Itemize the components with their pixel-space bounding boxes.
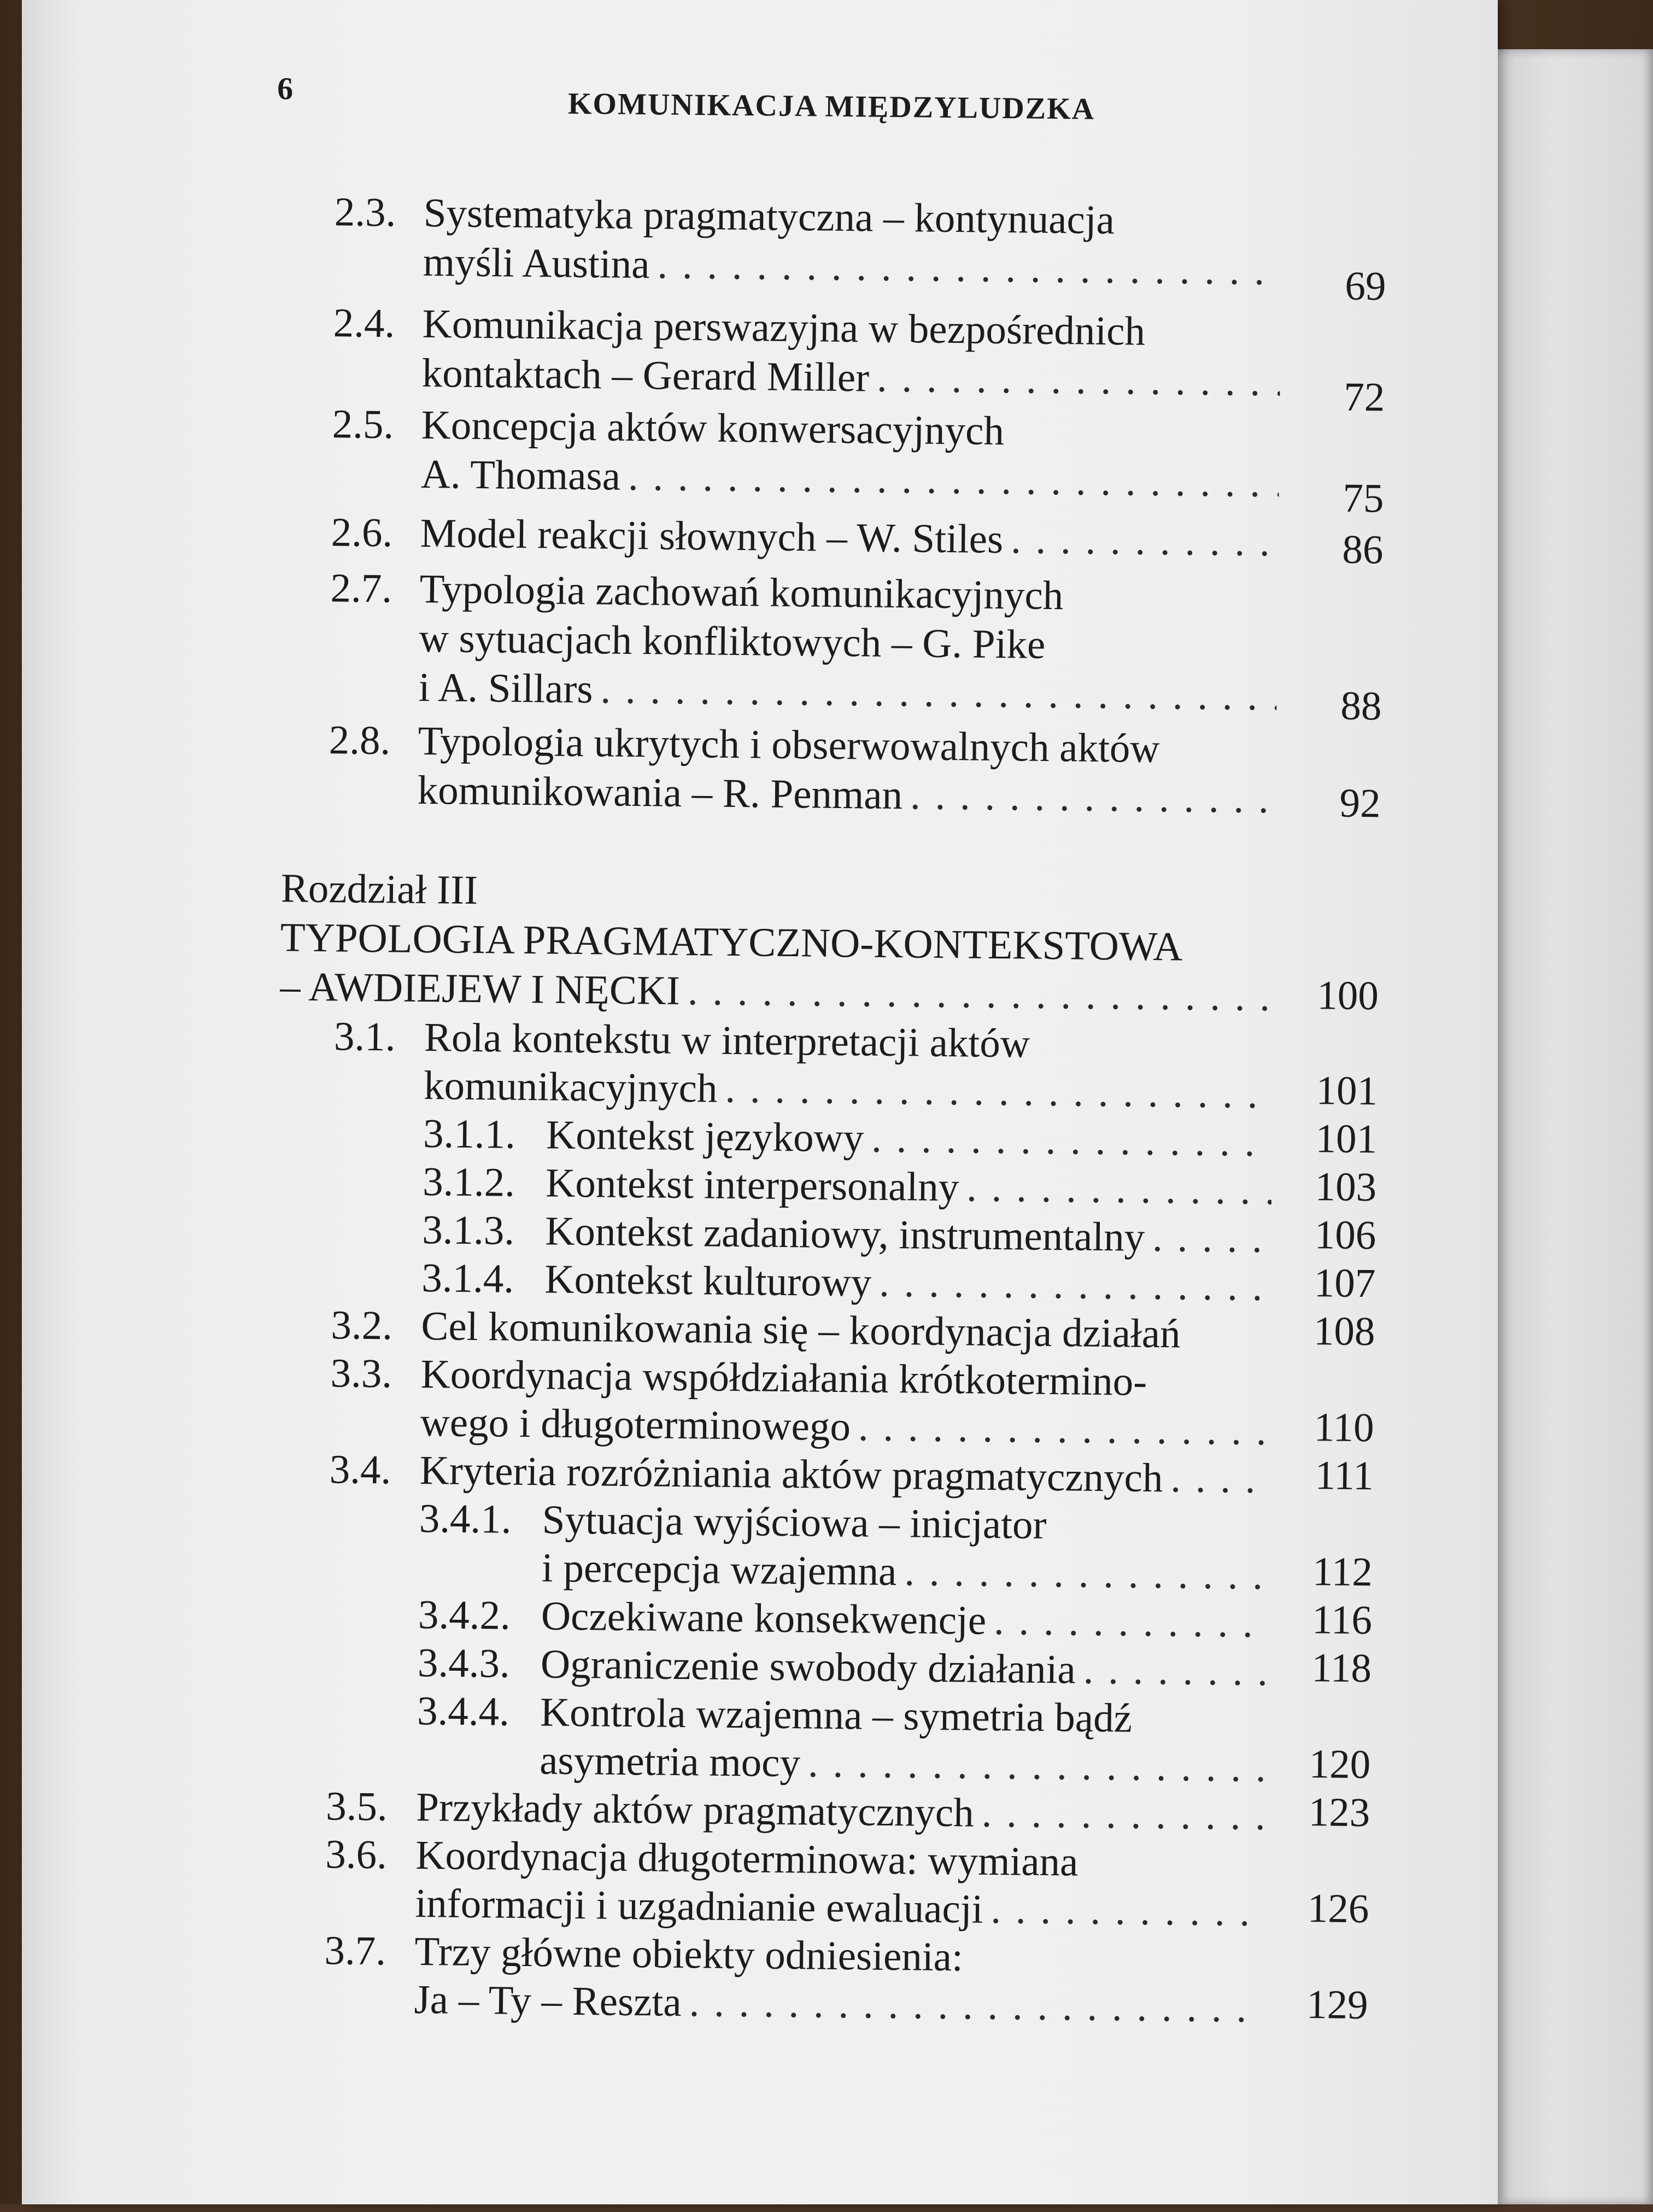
entry-title-line: asymetria mocy . . . xyxy=(540,1736,1266,1793)
page-content xyxy=(10,0,1509,2212)
entry-title: Rola kontekstu w interpretacji aktów xyxy=(424,1015,1030,1067)
entry-page: 111 xyxy=(1315,1453,1374,1499)
entry-page: 112 xyxy=(1312,1549,1373,1595)
entry-number: 3.4.4. xyxy=(417,1688,510,1735)
entry-title: Komunikacja perswazyjna w bezpośrednich xyxy=(422,301,1146,354)
entry-title: Koordynacja współdziałania krótkotermino- xyxy=(420,1351,1147,1405)
chapter-title: TYPOLOGIA PRAGMATYCZNO-KONTEKSTOWA xyxy=(280,915,1183,970)
entry-title-line: Model reakcji słownych – W. Stiles . . . xyxy=(420,509,1279,567)
entry-number: 2.4. xyxy=(333,300,395,347)
entry-title-line: Oczekiwane konsekwencje . . . xyxy=(541,1591,1267,1648)
entry-number: 3.1.3. xyxy=(421,1207,515,1254)
entry-page: 120 xyxy=(1309,1741,1371,1788)
entry-page: 92 xyxy=(1339,780,1381,827)
entry-title-line: i percepcja wzajemna . . . xyxy=(541,1543,1268,1600)
entry-page: 108 xyxy=(1313,1308,1375,1355)
entry-title-line: wego i długoterminowego . . . xyxy=(420,1398,1269,1456)
entry-title-line: Ograniczenie swobody działania . . . xyxy=(541,1640,1267,1696)
entry-page: 107 xyxy=(1314,1260,1376,1307)
entry-page: 101 xyxy=(1315,1116,1377,1162)
chapter-page: 100 xyxy=(1316,973,1379,1019)
entry-title-line: kontaktach – Gerard Miller . . . xyxy=(421,349,1280,407)
entry-number: 2.8. xyxy=(329,717,391,764)
running-head: KOMUNIKACJA MIĘDZYLUDZKA xyxy=(567,86,1095,126)
entry-page: 72 xyxy=(1343,374,1385,420)
entry-title: Kontrola wzajemna – symetria bądź xyxy=(540,1689,1133,1741)
entry-number: 3.1.1. xyxy=(423,1111,516,1157)
entry-page: 110 xyxy=(1314,1405,1375,1451)
entry-number: 3.7. xyxy=(324,1928,386,1974)
entry-title: Trzy główne obiekty odniesienia: xyxy=(414,1928,964,1980)
entry-title-line: Kryteria rozróżniania aktów pragmatycznych . . . xyxy=(419,1446,1269,1504)
entry-title: Sytuacja wyjściowa – inicjator xyxy=(542,1497,1047,1548)
page-number: 6 xyxy=(277,71,294,107)
entry-title-line: A. Thomasa . . . xyxy=(420,450,1279,508)
entry-title: Koordynacja długoterminowa: wymiana xyxy=(415,1832,1078,1885)
entry-number: 3.4. xyxy=(329,1447,391,1493)
entry-number: 3.4.2. xyxy=(418,1591,511,1638)
entry-title-line: Kontekst zadaniowy, instrumentalny . . . xyxy=(545,1207,1271,1263)
entry-number: 3.6. xyxy=(325,1831,388,1878)
entry-page: 106 xyxy=(1314,1212,1376,1259)
entry-title-line: i A. Sillars . . . xyxy=(418,663,1277,721)
entry-number: 3.1.4. xyxy=(421,1255,514,1302)
entry-number: 3.3. xyxy=(330,1350,392,1397)
entry-title-line: Kontekst językowy . . . xyxy=(546,1110,1273,1167)
entry-page: 116 xyxy=(1311,1597,1373,1643)
entry-title-line: komunikacyjnych . . . xyxy=(424,1061,1273,1119)
book-page xyxy=(22,0,1498,2204)
entry-title-line: Kontekst interpersonalny . . . xyxy=(546,1158,1272,1215)
entry-title: Typologia ukrytych i obserwowalnych aktów xyxy=(418,718,1160,772)
entry-number: 3.4.1. xyxy=(419,1495,512,1542)
next-page-edge xyxy=(1487,49,1653,2204)
entry-title: w sytuacjach konfliktowych – G. Pike xyxy=(419,615,1046,668)
entry-title: Koncepcja aktów konwersacyjnych xyxy=(421,402,1005,454)
entry-page: 69 xyxy=(1345,263,1386,309)
entry-page: 103 xyxy=(1315,1164,1377,1210)
entry-title: Cel komunikowania się – koordynacja działań xyxy=(421,1303,1181,1357)
entry-number: 2.5. xyxy=(332,401,394,448)
entry-title-line: Ja – Ty – Reszta . . . xyxy=(414,1975,1263,2033)
entry-page: 118 xyxy=(1311,1645,1372,1692)
entry-page: 129 xyxy=(1306,1982,1369,2028)
chapter-label: Rozdział III xyxy=(280,865,478,914)
entry-title-line: komunikowania – R. Penman . . . xyxy=(417,766,1276,824)
entry-number: 3.1.2. xyxy=(422,1159,515,1206)
entry-number: 2.7. xyxy=(330,565,392,612)
entry-page: 86 xyxy=(1342,526,1384,573)
entry-number: 2.6. xyxy=(331,510,393,556)
entry-title-line: myśli Austina . . . xyxy=(423,238,1281,296)
entry-title-line: Kontekst kulturowy . . . xyxy=(544,1255,1271,1312)
entry-title-line: Przykłady aktów pragmatycznych . . . xyxy=(416,1783,1265,1841)
entry-title: Typologia zachowań komunikacyjnych xyxy=(419,566,1064,619)
entry-page: 126 xyxy=(1307,1886,1369,1932)
entry-page: 123 xyxy=(1308,1789,1370,1836)
entry-number: 2.3. xyxy=(334,189,396,236)
entry-page: 88 xyxy=(1340,683,1382,729)
entry-page: 101 xyxy=(1316,1068,1378,1114)
entry-title: Systematyka pragmatyczna – kontynuacja xyxy=(423,190,1115,243)
entry-number: 3.4.3. xyxy=(417,1640,511,1687)
entry-page: 75 xyxy=(1343,475,1384,522)
entry-title-line: informacji i uzgadnianie ewaluacji . . . xyxy=(415,1879,1264,1937)
entry-number: 3.1. xyxy=(333,1014,396,1060)
entry-number: 3.2. xyxy=(331,1302,393,1349)
chapter-title-line: – AWDIEJEW I NĘCKI . . . xyxy=(280,962,1274,1022)
entry-number: 3.5. xyxy=(325,1783,388,1830)
